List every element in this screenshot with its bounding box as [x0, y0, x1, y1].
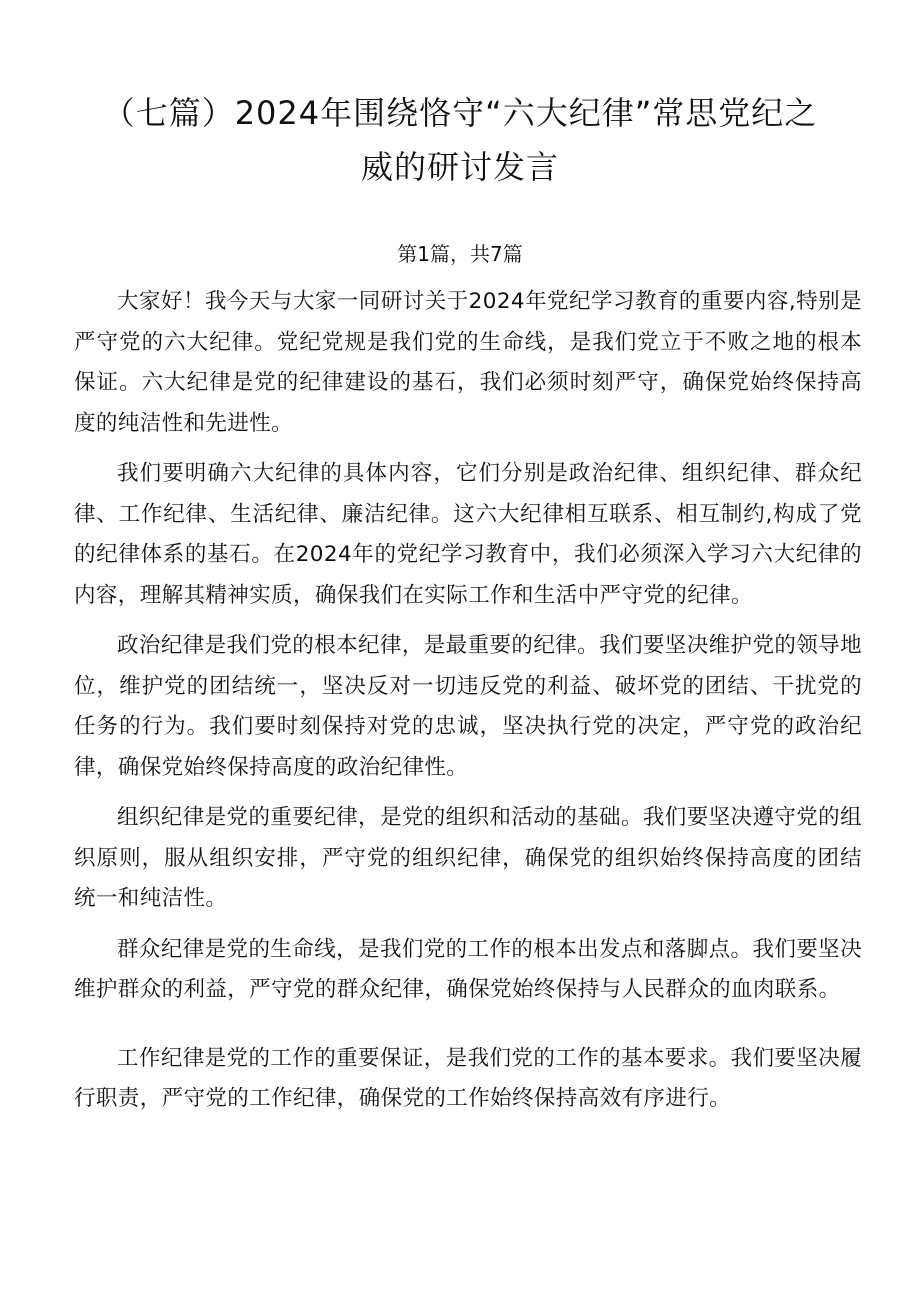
paragraph-1: 大家好！我今天与大家一同研讨关于2024年党纪学习教育的重要内容,特别是严守党的六大纪律。党纪党规是我们党的生命线，是我们党立于不败之地的根本保证。六大纪律是党的纪律建设的基石，我们必须时刻严守，确保党始终保持高度的纯洁性和先进性。 [74, 289, 862, 436]
document-body [74, 282, 862, 1130]
paragraph-2: 我们要明确六大纪律的具体内容，它们分别是政治纪律、组织纪律、群众纪律、工作纪律、生活纪律、廉洁纪律。这六大纪律相互联系、相互制约,构成了党的纪律体系的基石。在2024年的党纪学习教育中，我们必须深入学习六大纪律的内容，理解其精神实质，确保我们在实际工作和生活中严守党的纪律。 [74, 461, 862, 608]
paragraph-6: 工作纪律是党的工作的重要保证，是我们党的工作的基本要求。我们要坚决履行职责，严守党的工作纪律，确保党的工作始终保持高效有序进行。 [74, 1045, 862, 1111]
document-title: （七篇）2024年围绕恪守“六大纪律”常思党纪之威的研讨发言 [102, 94, 818, 186]
paragraph-3: 政治纪律是我们党的根本纪律，是最重要的纪律。我们要坚决维护党的领导地位，维护党的团结统一，坚决反对一切违反党的利益、破坏党的团结、干扰党的任务的行为。我们要时刻保持对党的忠诚，坚决执行党的决定，严守党的政治纪律，确保党始终保持高度的政治纪律性。 [74, 633, 862, 780]
paragraph-4: 组织纪律是党的重要纪律，是党的组织和活动的基础。我们要坚决遵守党的组织原则，服从组织安排，严守党的组织纪律，确保党的组织始终保持高度的团结统一和纯洁性。 [74, 805, 862, 911]
paragraph-5: 群众纪律是党的生命线，是我们党的工作的根本出发点和落脚点。我们要坚决维护群众的利益，严守党的群众纪律，确保党始终保持与人民群众的血肉联系。 [74, 936, 862, 1002]
section-subtitle: 第1篇，共7篇 [397, 242, 523, 266]
